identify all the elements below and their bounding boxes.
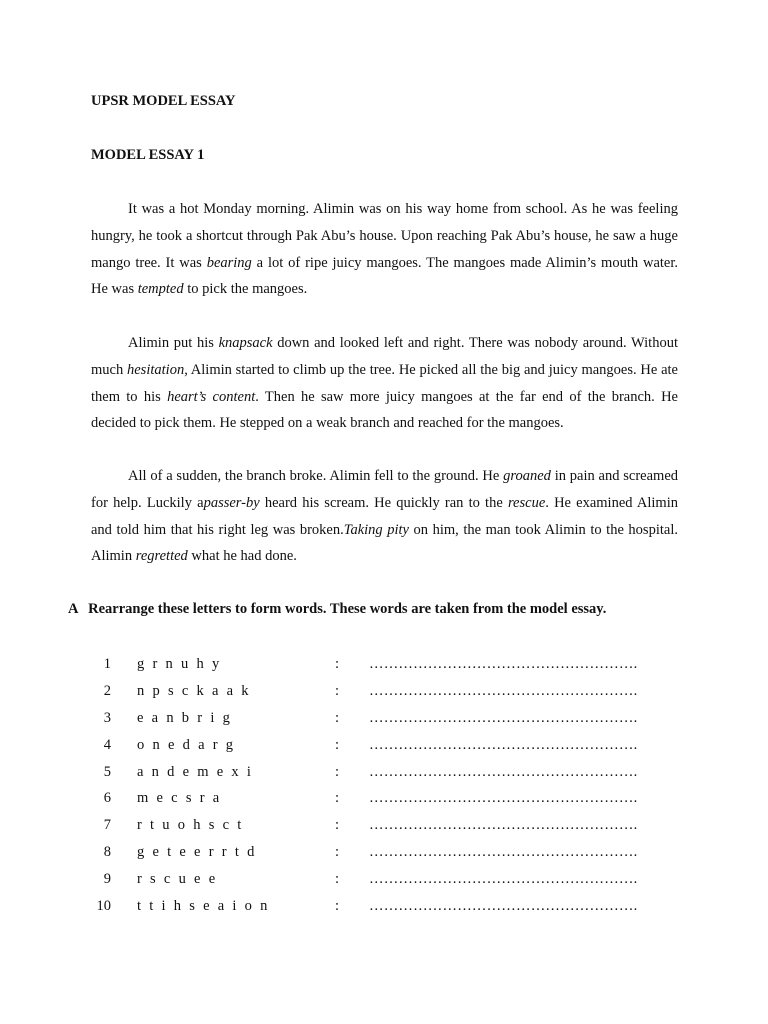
item-number: 2 bbox=[103, 682, 111, 699]
separator-colon: : bbox=[335, 656, 340, 672]
scrambled-letters: g r n u h y bbox=[137, 656, 222, 672]
separator-colon: : bbox=[335, 898, 340, 915]
paragraph-text: to pick the mangoes. bbox=[183, 281, 308, 298]
answer-blank[interactable]: ………………………………………………. bbox=[369, 656, 638, 672]
essay-paragraph-2 bbox=[91, 330, 678, 437]
exercise-row bbox=[0, 683, 768, 710]
paragraph-text: in pain and screamed for help. Luckily a bbox=[91, 468, 679, 511]
exercise-row bbox=[0, 710, 768, 737]
answer-blank[interactable]: ………………………………………………. bbox=[369, 736, 638, 753]
scrambled-letters: m e c s r a bbox=[137, 790, 222, 807]
item-number: 3 bbox=[103, 709, 111, 726]
answer-blank[interactable]: ………………………………………………. bbox=[369, 898, 638, 915]
exercise-marker: A bbox=[68, 601, 79, 617]
item-number: 10 bbox=[96, 898, 111, 915]
paragraph-text: . He examined Alimin and told him that his right leg was broken. bbox=[91, 494, 678, 538]
essay-paragraph-3 bbox=[91, 463, 678, 570]
exercise-row bbox=[0, 737, 768, 764]
paragraph-text: heard his scream. He quickly ran to the bbox=[259, 494, 508, 511]
item-number: 4 bbox=[103, 736, 111, 753]
item-number: 5 bbox=[103, 763, 111, 780]
scrambled-letters: e a n b r i g bbox=[137, 709, 233, 726]
vocabulary-word: rescue bbox=[507, 494, 546, 511]
item-number: 1 bbox=[103, 656, 111, 672]
paragraph-text: All of a sudden, the branch broke. Alimin fell to the ground. He bbox=[128, 468, 504, 484]
exercise-row bbox=[0, 844, 768, 871]
scrambled-letters: a n d e m e x i bbox=[137, 763, 254, 780]
paragraph-text: a lot of ripe juicy mangoes. The mangoes made Alimin’s mouth water. He was bbox=[91, 254, 678, 298]
instruction-text: Rearrange these letters to form words. These words are taken from the model essay. bbox=[88, 601, 607, 617]
exercise-row bbox=[0, 656, 768, 683]
vocabulary-word: Taking pity bbox=[343, 521, 409, 538]
vocabulary-word: regretted bbox=[135, 548, 188, 565]
separator-colon: : bbox=[335, 871, 340, 888]
vocabulary-word: groaned bbox=[503, 468, 551, 484]
answer-blank[interactable]: ………………………………………………. bbox=[369, 790, 638, 807]
paragraph-text: , Alimin started to climb up the tree. He picked all the big and juicy mangoes. He ate them to his bbox=[91, 361, 678, 405]
paragraph-text: on him, the man took Alimin to the hospital. Alimin bbox=[91, 521, 678, 565]
separator-colon: : bbox=[335, 763, 340, 780]
exercise-row bbox=[0, 790, 768, 817]
exercise-row bbox=[0, 764, 768, 791]
item-number: 8 bbox=[103, 844, 111, 861]
separator-colon: : bbox=[335, 682, 340, 699]
paragraph-text: It was a hot Monday morning. Alimin was on his way home from school. As he was feeling hungry, he took a shortcut through Pak Abu’s house. Upon reaching Pak Abu’s house, he saw a huge mango tree. It was bbox=[91, 201, 678, 271]
answer-blank[interactable]: ………………………………………………. bbox=[369, 844, 638, 861]
vocabulary-word: tempted bbox=[137, 281, 184, 298]
exercise-row bbox=[0, 898, 768, 925]
paragraph-text: what he had done. bbox=[187, 548, 297, 565]
answer-blank[interactable]: ………………………………………………. bbox=[369, 817, 638, 834]
scrambled-letters: o n e d a r g bbox=[137, 736, 236, 753]
vocabulary-word: heart’s content bbox=[167, 388, 256, 405]
separator-colon: : bbox=[335, 817, 340, 834]
item-number: 6 bbox=[103, 790, 111, 807]
paragraph-text: down and looked left and right. There was nobody around. Without much bbox=[91, 335, 678, 378]
paragraph-text: . Then he saw more juicy mangoes at the far end of the branch. He decided to pick them. He stepped on a weak branch and reached for the mangoes. bbox=[91, 388, 678, 432]
item-number: 7 bbox=[103, 817, 111, 834]
item-number: 9 bbox=[103, 871, 111, 888]
answer-blank[interactable]: ………………………………………………. bbox=[369, 709, 638, 726]
exercise-row bbox=[0, 871, 768, 898]
scrambled-letters: n p s c k a a k bbox=[137, 682, 251, 699]
answer-blank[interactable]: ………………………………………………. bbox=[369, 682, 638, 699]
vocabulary-word: bearing bbox=[206, 254, 252, 271]
paragraph-text: Alimin put his bbox=[128, 335, 219, 351]
separator-colon: : bbox=[335, 844, 340, 861]
separator-colon: : bbox=[335, 790, 340, 807]
scrambled-letters: r s c u e e bbox=[137, 871, 218, 888]
scrambled-letters: r t u o h s c t bbox=[137, 817, 244, 834]
word-exercise-list bbox=[0, 656, 768, 925]
separator-colon: : bbox=[335, 709, 340, 726]
vocabulary-word: hesitation bbox=[127, 361, 185, 378]
essay-paragraph-1 bbox=[91, 196, 678, 303]
vocabulary-word: passer-by bbox=[203, 494, 260, 511]
answer-blank[interactable]: ………………………………………………. bbox=[369, 763, 638, 780]
answer-blank[interactable]: ………………………………………………. bbox=[369, 871, 638, 888]
document-title: UPSR MODEL ESSAY bbox=[91, 93, 236, 109]
exercise-row bbox=[0, 817, 768, 844]
vocabulary-word: knapsack bbox=[218, 335, 273, 351]
exercise-instruction bbox=[68, 601, 606, 618]
scrambled-letters: t t i h s e a i o n bbox=[137, 898, 270, 915]
essay-title: MODEL ESSAY 1 bbox=[91, 147, 205, 163]
separator-colon: : bbox=[335, 736, 340, 753]
scrambled-letters: g e t e e r r t d bbox=[137, 844, 257, 861]
